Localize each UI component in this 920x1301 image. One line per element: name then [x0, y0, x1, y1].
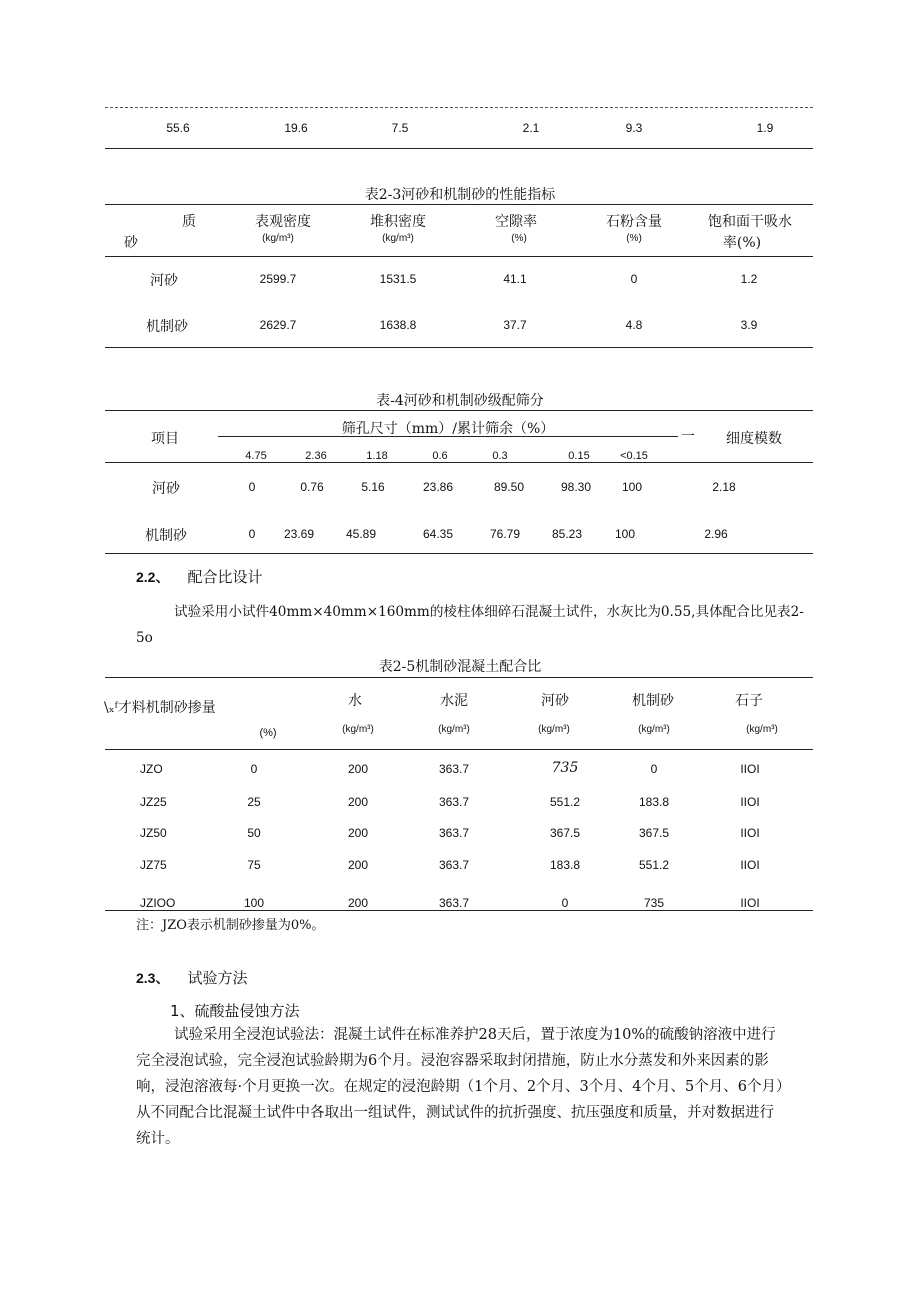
- table-cell: 1638.8: [379, 318, 417, 332]
- column-header: 细度模数: [726, 431, 782, 447]
- column-header: 水: [348, 693, 362, 709]
- column-header: 表观密度: [255, 214, 311, 230]
- paragraph-line: 响，浸泡溶液每·个月更换一次。在规定的浸泡龄期（1个月、2个月、3个月、4个月、5个月、6个月）: [136, 1079, 791, 1095]
- table-cell: 200: [347, 826, 369, 840]
- table-cell: 100: [614, 527, 636, 541]
- table-cell: JZIOO: [140, 896, 176, 910]
- sieve-size: 4.75: [245, 450, 267, 462]
- table-cell: 2.1: [522, 121, 540, 135]
- paragraph-line: 试验采用全浸泡试验法：混凝土试件在标准养护28天后，置于浓度为10%的硫酸钠溶液中进行: [174, 1027, 776, 1043]
- section-heading: [136, 967, 247, 988]
- row-label: 机制砂: [145, 528, 187, 544]
- paragraph-line: 完全浸泡试验，完全浸泡试验龄期为6个月。浸泡容器采取封闭措施，防止水分蒸发和外来因素的影: [136, 1053, 769, 1069]
- table-cell: JZ75: [140, 858, 167, 872]
- column-header: 石子: [735, 693, 763, 709]
- table-cell: 55.6: [166, 121, 190, 135]
- table-cell: 23.69: [283, 527, 315, 541]
- table-cell: 50: [247, 826, 261, 840]
- table-caption: 表2-3河砂和机制砂的性能指标: [364, 187, 556, 203]
- column-unit: (%): [511, 233, 527, 244]
- column-unit: (%): [259, 727, 277, 739]
- row-label: 河砂: [150, 273, 178, 289]
- table-cell: 200: [347, 795, 369, 809]
- table-cell: 363.7: [438, 896, 470, 910]
- table-cell: 1.2: [740, 272, 758, 286]
- table-rule: [105, 204, 813, 205]
- column-header: 机制砂: [632, 693, 674, 709]
- table-rule: [105, 553, 813, 554]
- column-header: 饱和面干吸水: [708, 214, 792, 230]
- table-cell: 200: [347, 896, 369, 910]
- table-cell: 1.9: [756, 121, 774, 135]
- paragraph: [108, 1022, 820, 1152]
- table-cell: 200: [347, 858, 369, 872]
- table-rule: [105, 677, 813, 678]
- table-cell: 9.3: [625, 121, 643, 135]
- table-note: 注：JZO表示机制砂掺量为0%。: [136, 918, 325, 933]
- table-cell: 2599.7: [259, 272, 297, 286]
- column-header: 堆积密度: [370, 214, 426, 230]
- table-cell: 7.5: [391, 121, 409, 135]
- table-cell: 363.7: [438, 858, 470, 872]
- table-corner-label: 砂: [124, 235, 138, 251]
- sieve-size: 2.36: [305, 450, 327, 462]
- table-caption: 表2-5机制砂混凝土配合比: [378, 659, 542, 675]
- table-cell: 85.23: [551, 527, 583, 541]
- sieve-size: 0.15: [568, 450, 590, 462]
- table-cell: 64.35: [422, 527, 454, 541]
- table-cell: 2629.7: [259, 318, 297, 332]
- table-cell: 0: [630, 272, 638, 286]
- column-unit: (kg/m³): [746, 724, 778, 735]
- table-cell: 3.9: [740, 318, 758, 332]
- table-cell: 41.1: [503, 272, 527, 286]
- column-header: 项目: [151, 431, 179, 447]
- table-cell: 735: [643, 896, 665, 910]
- table-rule: [105, 410, 813, 411]
- table-cell: 100: [243, 896, 265, 910]
- top-table-rule-top: [105, 107, 813, 108]
- column-header: 河砂: [541, 693, 569, 709]
- sieve-size: 0.6: [432, 450, 448, 462]
- dash-mark: 一: [681, 429, 695, 445]
- table-cell: JZ50: [140, 826, 167, 840]
- table-rule: [105, 347, 813, 348]
- table-cell: 735: [551, 760, 579, 776]
- table-cell: IIOI: [740, 826, 760, 840]
- table-cell: 0: [650, 762, 658, 776]
- table-cell: 1531.5: [379, 272, 417, 286]
- table-rule: [105, 462, 813, 463]
- sieve-size: <0.15: [620, 450, 648, 462]
- table-cell: IIOI: [740, 795, 760, 809]
- section-title: 配合比设计: [187, 568, 263, 586]
- paragraph-line: 统计。: [136, 1131, 180, 1147]
- column-header: 筛孔尺寸（mm）/累计筛余（%）: [341, 421, 555, 437]
- section-number: 2.3、: [136, 970, 170, 986]
- table-cell: 0: [248, 527, 256, 541]
- paragraph-line: 试验采用小试件40mm×40mm×160mm的棱柱体细碎石混凝土试件，水灰比为0.55,具体配合比见表2-: [174, 604, 804, 620]
- table-cell: 23.86: [422, 480, 454, 494]
- table-rule: [105, 256, 813, 257]
- table-cell: 2.96: [704, 527, 728, 541]
- table-cell: 551.2: [549, 795, 581, 809]
- table-cell: 5.16: [361, 480, 385, 494]
- column-unit: (kg/m³): [382, 233, 414, 244]
- table-cell: 200: [347, 762, 369, 776]
- table-cell: 98.30: [560, 480, 592, 494]
- paragraph-line: 从不同配合比混凝土试件中各取出一组试件，测试试件的抗折强度、抗压强度和质量，并对数据进行: [136, 1105, 774, 1121]
- sieve-header-rule: [218, 436, 678, 437]
- column-unit: (kg/m³): [342, 724, 374, 735]
- paragraph: [108, 599, 820, 651]
- column-unit: (kg/m³): [538, 724, 570, 735]
- table-cell: 551.2: [638, 858, 670, 872]
- table-rule: [105, 910, 813, 911]
- column-header: 水泥: [440, 693, 468, 709]
- table-rule: [105, 749, 813, 750]
- table-caption: 表-4河砂和机制砂级配筛分: [376, 393, 544, 409]
- table-cell: JZ25: [140, 795, 167, 809]
- column-unit: (%): [626, 233, 642, 244]
- sieve-size: 0.3: [492, 450, 508, 462]
- table-cell: 183.8: [638, 795, 670, 809]
- table-cell: 89.50: [493, 480, 525, 494]
- column-unit: (kg/m³): [262, 233, 294, 244]
- table-corner-label: 质: [182, 214, 196, 230]
- table-cell: IIOI: [740, 858, 760, 872]
- table-cell: IIOI: [740, 762, 760, 776]
- table-corner-label: \ₓᶠ才料机制砂掺量: [104, 700, 216, 716]
- table-cell: 75: [247, 858, 261, 872]
- table-cell: 363.7: [438, 762, 470, 776]
- table-cell: 0: [248, 480, 256, 494]
- table-cell: 183.8: [549, 858, 581, 872]
- table-cell: 0.76: [300, 480, 324, 494]
- paragraph-line: 5o: [136, 630, 153, 646]
- sieve-size: 1.18: [366, 450, 388, 462]
- table-cell: 37.7: [503, 318, 527, 332]
- table-cell: 19.6: [284, 121, 308, 135]
- table-cell: JZO: [140, 762, 163, 776]
- section-number: 2.2、: [136, 569, 170, 585]
- table-cell: 4.8: [625, 318, 643, 332]
- column-unit: (kg/m³): [638, 724, 670, 735]
- table-cell: 367.5: [549, 826, 581, 840]
- table-cell: 45.89: [345, 527, 377, 541]
- table-cell: 2.18: [712, 480, 736, 494]
- table-cell: IIOI: [740, 896, 760, 910]
- top-table-rule-bottom: [105, 148, 813, 149]
- column-unit: (kg/m³): [438, 724, 470, 735]
- table-cell: 0: [561, 896, 569, 910]
- table-cell: 76.79: [489, 527, 521, 541]
- row-label: 机制砂: [146, 319, 188, 335]
- table-cell: 363.7: [438, 826, 470, 840]
- section-heading: [136, 566, 262, 587]
- column-header: 石粉含量: [606, 214, 662, 230]
- table-cell: 367.5: [638, 826, 670, 840]
- table-cell: 100: [621, 480, 643, 494]
- column-header: 空隙率: [495, 214, 537, 230]
- subsection-title: 1、硫酸盐侵蚀方法: [170, 1002, 300, 1020]
- table-cell: 363.7: [438, 795, 470, 809]
- column-header: 率(%): [722, 235, 762, 251]
- table-cell: 0: [250, 762, 258, 776]
- table-cell: 25: [247, 795, 261, 809]
- row-label: 河砂: [152, 481, 180, 497]
- section-title: 试验方法: [187, 969, 248, 987]
